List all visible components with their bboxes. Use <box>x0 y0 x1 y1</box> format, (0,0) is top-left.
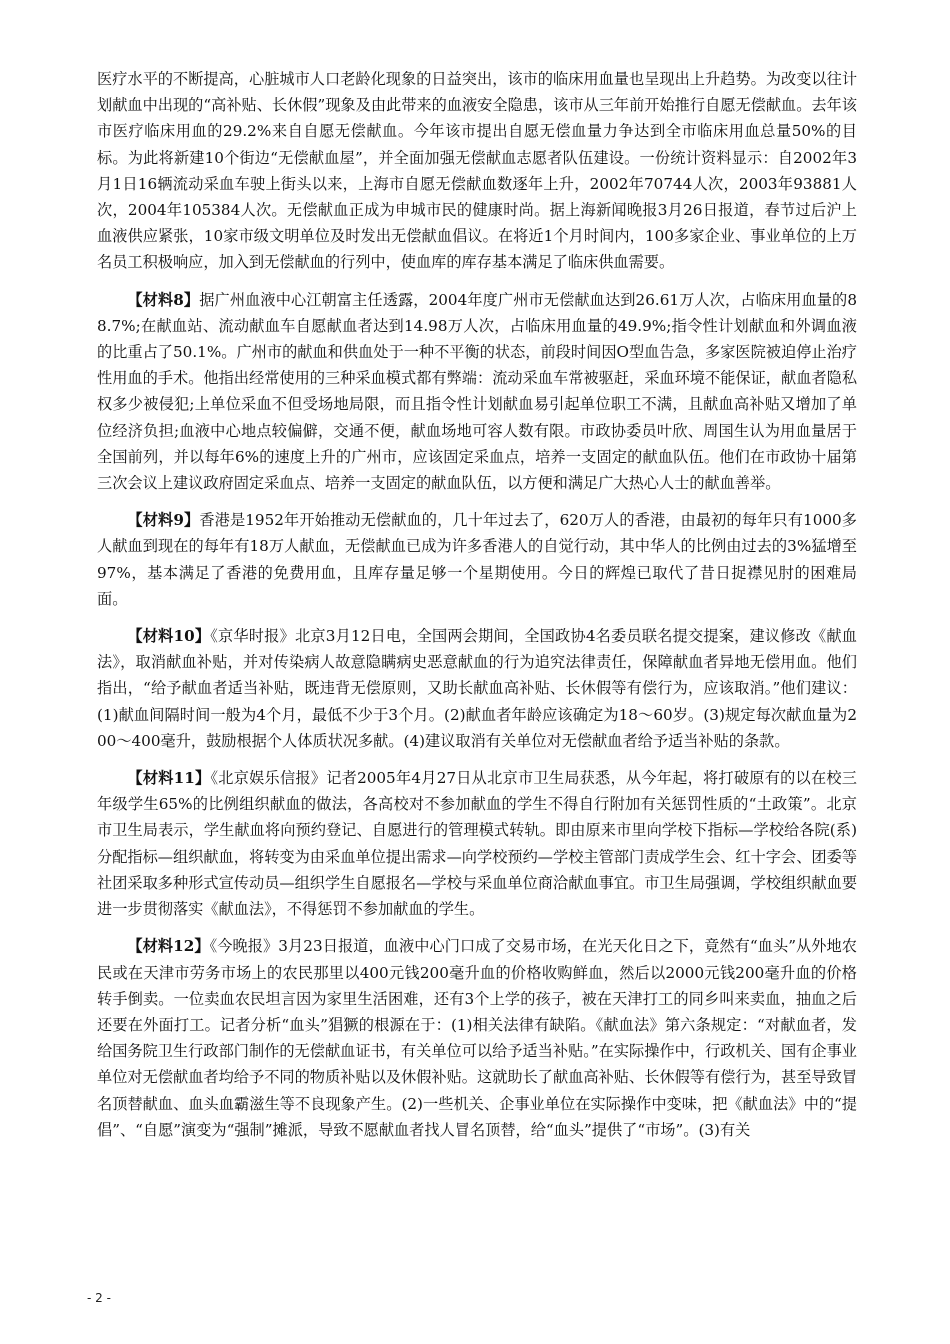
paragraph-material-12 <box>97 933 857 1143</box>
paragraph-material-11 <box>97 765 857 922</box>
material-label: 【材料11】 <box>127 769 211 788</box>
paragraph-continuation <box>97 66 857 276</box>
page-number: - 2 - <box>87 1291 111 1305</box>
paragraph-text: 《北京娱乐信报》记者2005年4月27日从北京市卫生局获悉，从今年起，将打破原有的以在校三年级学生65%的比例组织献血的做法，各高校对不参加献血的学生不得自行附加有关惩罚性质的“土政策”。北京市卫生局表示，学生献血将向预约登记、自愿进行的管理模式转轨。即由原来市里向学校下指标—学校给各院(系)分配指标—组织献血，将转变为由采血单位提出需求—向学校预约—学校主管部门责成学生会、红十字会、团委等社团采取多种形式宣传动员—组织学生自愿报名—学校与采血单位商洽献血事宜。市卫生局强调，学校组织献血要进一步贯彻落实《献血法》，不得惩罚不参加献血的学生。 <box>97 769 857 919</box>
paragraph-material-10 <box>97 623 857 754</box>
paragraph-text: 医疗水平的不断提高，心脏城市人口老龄化现象的日益突出，该市的临床用血量也呈现出上升趋势。为改变以往计划献血中出现的“高补贴、长休假”现象及由此带来的血液安全隐患，该市从三年前开始推行自愿无偿献血。去年该市医疗临床用血的29.2%来自自愿无偿献血。今年该市提出自愿无偿血量力争达到全市临床用血总量50%的目标。为此将新建10个街边“无偿献血屋”，并全面加强无偿献血志愿者队伍建设。一份统计资料显示：自2002年3月1日16辆流动采血车驶上街头以来，上海市自愿无偿献血数逐年上升，2002年70744人次，2003年93881人次，2004年105384人次。无偿献血正成为申城市民的健康时尚。据上海新闻晚报3月26日报道，春节过后沪上血液供应紧张，10家市级文明单位及时发出无偿献血倡议。在将近1个月时间内，100多家企业、事业单位的上万名员工积极响应，加入到无偿献血的行列中，使血库的库存基本满足了临床供血需要。 <box>97 70 857 272</box>
paragraph-material-8 <box>97 287 857 497</box>
material-label: 【材料10】 <box>127 627 211 646</box>
paragraph-material-9 <box>97 507 857 612</box>
paragraph-text: 据广州血液中心江朝富主任透露，2004年度广州市无偿献血达到26.61万人次，占临床用血量的88.7%;在献血站、流动献血车自愿献血者达到14.98万人次，占临床用血量的49.9%;指令性计划献血和外调血液的比重占了50.1%。广州市的献血和供血处于一种不平衡的状态，前段时间因O型血告急，多家医院被迫停止治疗性用血的手术。他指出经常使用的三种采血模式都有弊端：流动采血车常被驱赶，采血环境不能保证，献血者隐私权多少被侵犯;上单位采血不但受场地局限，而且指令性计划献血易引起单位职工不满，且献血高补贴又增加了单位经济负担;血液中心地点较偏僻，交通不便，献血场地可容人数有限。市政协委员叶欣、周国生认为用血量居于全国前列，并以每年6%的速度上升的广州市，应该固定采血点，培养一支固定的献血队伍。他们在市政协十届第三次会议上建议政府固定采血点、培养一支固定的献血队伍，以方便和满足广大热心人士的献血善举。 <box>97 290 857 493</box>
document-page <box>97 66 857 1154</box>
material-label: 【材料12】 <box>127 937 210 956</box>
paragraph-text: 香港是1952年开始推动无偿献血的，几十年过去了，620万人的香港，由最初的每年只有1000多人献血到现在的每年有18万人献血，无偿献血已成为许多香港人的自觉行动，其中华人的比例由过去的3%猛增至97%，基本满足了香港的免费用血，且库存量足够一个星期使用。今日的辉煌已取代了昔日捉襟见肘的困难局面。 <box>97 511 857 608</box>
paragraph-text: 《今晚报》3月23日报道，血液中心门口成了交易市场，在光天化日之下，竟然有“血头”从外地农民或在天津市劳务市场上的农民那里以400元钱200毫升血的价格收购鲜血，然后以2000元钱200毫升血的价格转手倒卖。一位卖血农民坦言因为家里生活困难，还有3个上学的孩子，被在天津打工的同乡叫来卖血，抽血之后还要在外面打工。记者分析“血头”猖獗的根源在于：(1)相关法律有缺陷。《献血法》第六条规定：“对献血者，发给国务院卫生行政部门制作的无偿献血证书，有关单位可以给予适当补贴。”在实际操作中，行政机关、国有企事业单位对无偿献血者均给予不同的物质补贴以及休假补贴。这就助长了献血高补贴、长休假等有偿行为，甚至导致冒名顶替献血、血头血霸滋生等不良现象产生。(2)一些机关、企事业单位在实际操作中变味，把《献血法》中的“提倡”、“自愿”演变为“强制”摊派，导致不愿献血者找人冒名顶替，给“血头”提供了“市场”。(3)有关 <box>97 937 857 1139</box>
material-label: 【材料9】 <box>127 511 200 530</box>
paragraph-text: 《京华时报》北京3月12日电，全国两会期间，全国政协4名委员联名提交提案，建议修改《献血法》，取消献血补贴，并对传染病人故意隐瞒病史恶意献血的行为追究法律责任，保障献血者异地无偿用血。他们指出，“给予献血者适当补贴，既违背无偿原则，又助长献血高补贴、长休假等有偿行为，应该取消。”他们建议：(1)献血间隔时间一般为4个月，最低不少于3个月。(2)献血者年龄应该确定为18～60岁。(3)规定每次献血量为200～400毫升，鼓励根据个人体质状况多献。(4)建议取消有关单位对无偿献血者给予适当补贴的条款。 <box>97 627 857 750</box>
material-label: 【材料8】 <box>127 290 200 309</box>
